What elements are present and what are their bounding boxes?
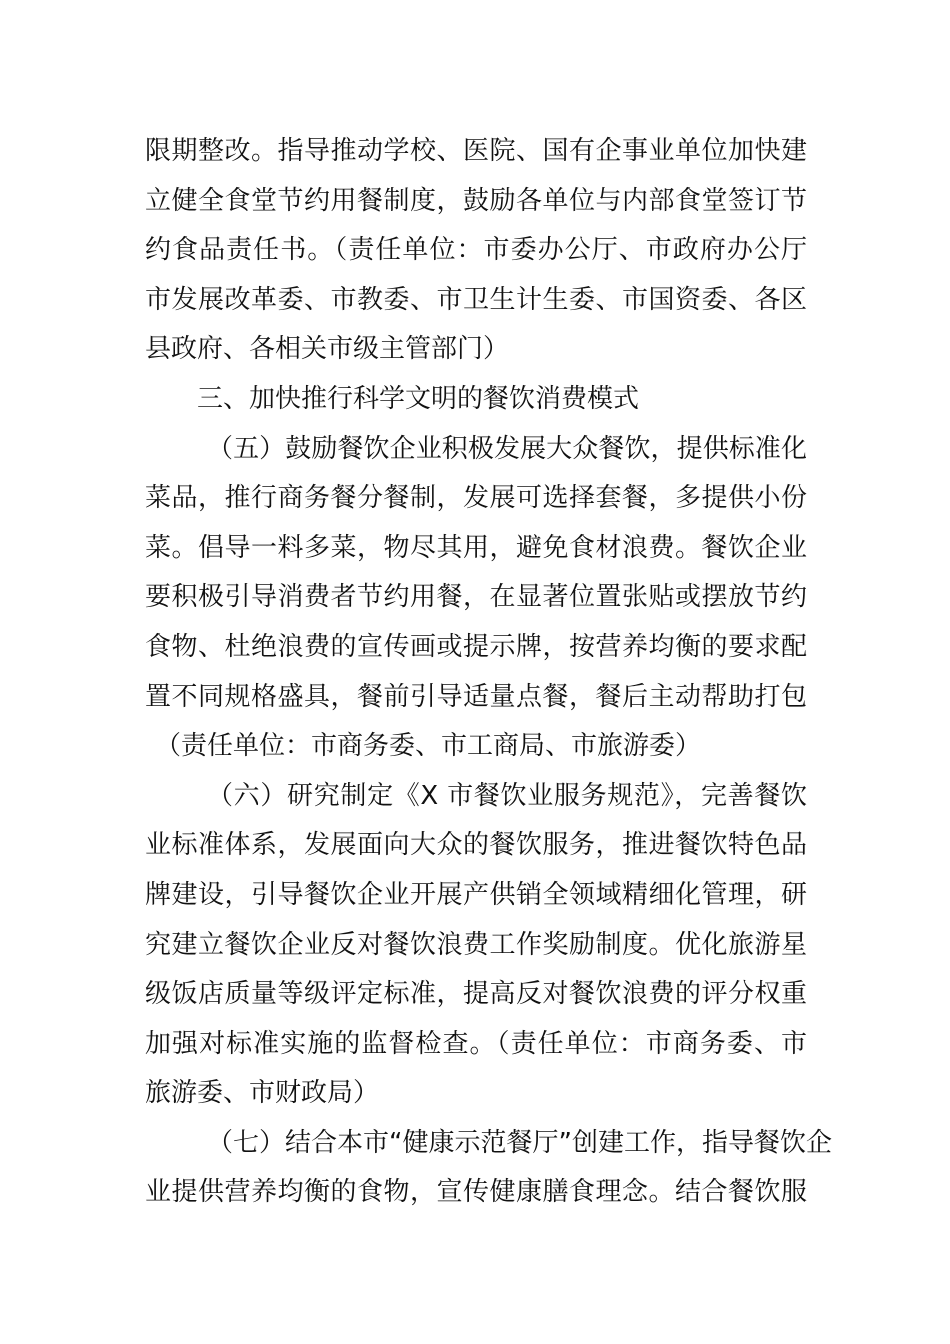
text-line: 菜品，推行商务餐分餐制，发展可选择套餐，多提供小份 [145, 483, 807, 514]
text-line: 牌建设，引导餐饮企业开展产供销全领域精细化管理，研 [145, 879, 807, 910]
text-line: 立健全食堂节约用餐制度，鼓励各单位与内部食堂签订节 [145, 185, 807, 216]
text-line: 究建立餐饮企业反对餐饮浪费工作奖励制度。优化旅游星 [145, 929, 807, 960]
paragraph-first-line: （六）研究制定《X 市餐饮业服务规范》，完善餐饮 [207, 780, 807, 811]
text-line: 加强对标准实施的监督检查。（责任单位：市商务委、市 [145, 1028, 807, 1059]
text-line: 食物、杜绝浪费的宣传画或提示牌，按营养均衡的要求配 [145, 631, 807, 662]
text-line: 限期整改。指导推动学校、医院、国有企事业单位加快建 [145, 136, 807, 166]
paragraph-first-line: （五）鼓励餐饮企业积极发展大众餐饮，提供标准化 [207, 433, 807, 464]
text-line: 县政府、各相关市级主管部门） [145, 334, 510, 365]
text-line: 业标准体系，发展面向大众的餐饮服务，推进餐饮特色品 [145, 830, 807, 861]
text-line: 约食品责任书。（责任单位：市委办公厅、市政府办公厅 [145, 235, 807, 266]
text-line: 置不同规格盛具，餐前引导适量点餐，餐后主动帮助打包 [145, 681, 807, 712]
text-line: 旅游委、市财政局） [145, 1078, 380, 1109]
text-line: 级饭店质量等级评定标准，提高反对餐饮浪费的评分权重 [145, 979, 807, 1010]
text-line: 菜。倡导一料多菜，物尽其用，避免食材浪费。餐饮企业 [145, 532, 807, 563]
text-line: 要积极引导消费者节约用餐，在显著位置张贴或摆放节约 [145, 582, 807, 613]
text-line: （责任单位：市商务委、市工商局、市旅游委） [155, 731, 702, 762]
text-line: 市发展改革委、市教委、市卫生计生委、市国资委、各区 [145, 284, 807, 315]
text-line: 业提供营养均衡的食物，宣传健康膳食理念。结合餐饮服 [145, 1177, 807, 1208]
document-body [145, 127, 832, 1218]
section-heading: 三、加快推行科学文明的餐饮消费模式 [197, 383, 640, 414]
paragraph-first-line: （七）结合本市“健康示范餐厅”创建工作，指导餐饮企 [207, 1127, 832, 1158]
